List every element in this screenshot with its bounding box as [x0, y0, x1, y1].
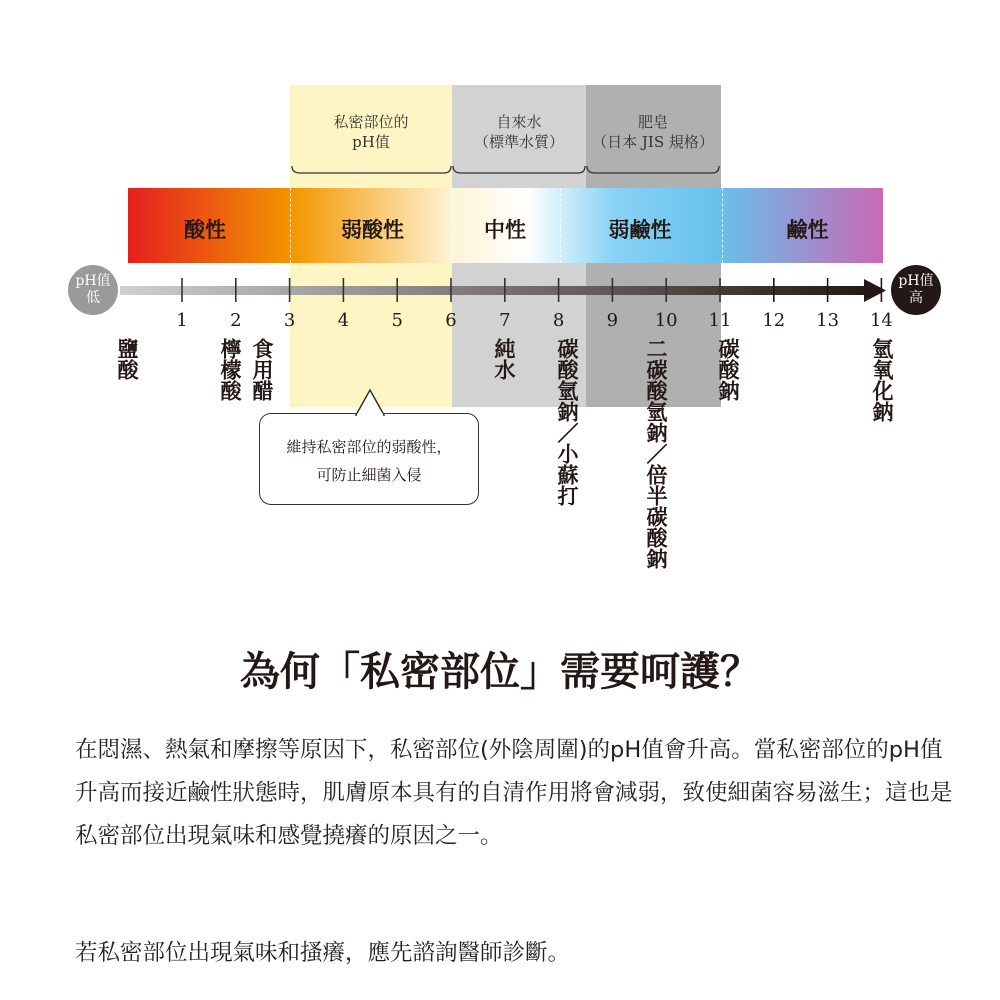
ph-tick-label: 2	[230, 310, 242, 331]
substance-hydrochloric-acid: 鹽酸	[115, 338, 140, 380]
category-acidic: 酸性	[184, 217, 226, 242]
ph-tick-label: 4	[337, 310, 350, 331]
category-weak-acidic: 弱酸性	[341, 217, 404, 242]
substance-sodium-sesquicarbonate: 二碳酸氫鈉／倍半碳酸鈉	[644, 338, 669, 569]
substance-vinegar: 食用醋	[250, 338, 275, 401]
substance-sodium-carbonate: 碳酸鈉	[716, 338, 741, 401]
category-divider	[452, 188, 453, 263]
zone-label-intimate: 私密部位的 pH值	[333, 113, 409, 151]
category-divider	[722, 188, 723, 263]
zone-label-tap-water: 自來水 （標準水質）	[473, 113, 564, 151]
ph-tick-label: 13	[816, 310, 840, 331]
callout-text: 維持私密部位的弱酸性， 可防止細菌入侵	[286, 438, 452, 484]
body-paragraph: 在悶濕、熱氣和摩擦等原因下，私密部位(外陰周圍)的pH值會升高。當私密部位的pH值升高而接近鹼性狀態時，肌膚原本具有的自清作用將會減弱，致使細菌容易滋生；這也是私密部位出現氣味和感覺撓癢的原因之一。	[75, 737, 953, 849]
category-neutral: 中性	[484, 217, 526, 242]
substance-citric-acid: 檸檬酸	[218, 338, 243, 401]
ph-tick-label: 5	[391, 310, 403, 331]
ph-tick-label: 1	[176, 310, 188, 331]
ph-tick-label: 11	[708, 310, 732, 331]
ph-low-indicator: pH值 低	[68, 265, 118, 315]
ph-tick-label: 10	[654, 310, 678, 331]
page-heading: 為何「私密部位」需要呵護？	[240, 649, 760, 695]
ph-tick-label: 7	[499, 310, 511, 331]
zone-label-soap: 肥皂 （日本 JIS 規格）	[592, 113, 714, 151]
ph-tick-label: 8	[552, 310, 565, 331]
ph-tick-label: 3	[283, 310, 296, 331]
ph-tick-label: 14	[869, 310, 893, 331]
ph-high-indicator: pH值 高	[891, 265, 941, 315]
ph-tick-label: 6	[445, 310, 457, 331]
substance-pure-water: 純水	[492, 338, 517, 380]
callout-pointer	[350, 388, 390, 416]
range-brackets	[0, 0, 1000, 200]
category-divider	[290, 188, 291, 263]
ph-tick-label: 12	[762, 310, 786, 331]
category-weak-alkaline: 弱鹼性	[608, 217, 672, 242]
body-paragraph: 若私密部位出現氣味和搔癢，應先諮詢醫師診斷。	[75, 940, 571, 966]
substance-sodium-bicarbonate: 碳酸氫鈉／小蘇打	[555, 338, 580, 506]
substance-sodium-hydroxide: 氫氧化鈉	[870, 338, 895, 422]
ph-tick-label: 9	[606, 310, 619, 331]
category-divider	[560, 188, 561, 263]
category-alkaline: 鹼性	[786, 217, 829, 242]
